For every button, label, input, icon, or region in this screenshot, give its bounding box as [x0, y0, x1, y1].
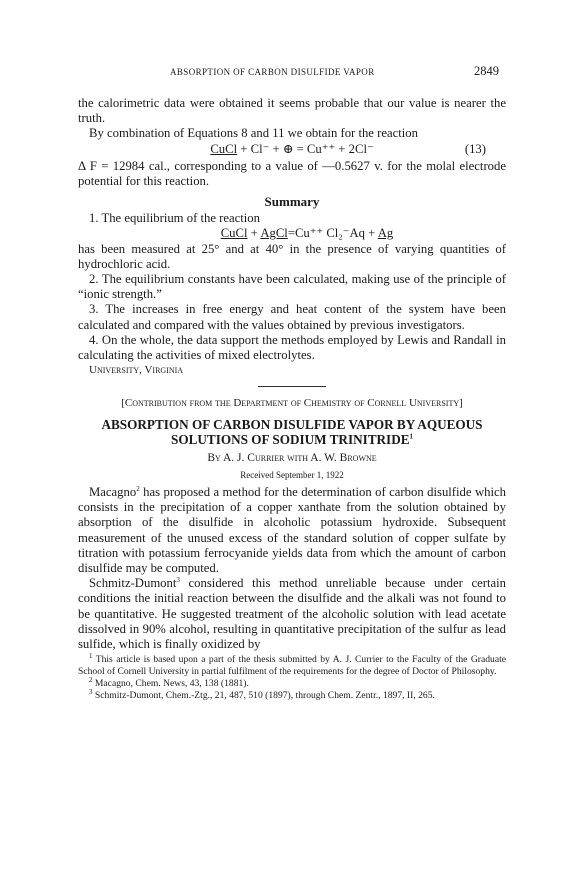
equation-cucl: CuCl: [210, 141, 238, 156]
article-title-text: ABSORPTION OF CARBON DISULFIDE VAPOR BY AQUEOUS SOLUTIONS OF SODIUM TRINITRIDE: [101, 416, 483, 448]
contribution-line: [Contribution from the Department of Chemistry of Cornell University]: [121, 397, 463, 410]
footnote-2-text: Macagno, Chem. News, 43, 138 (1881).: [92, 678, 249, 690]
summary-eq-ag: Ag: [377, 226, 394, 241]
footnote-2-mark: 2: [89, 676, 93, 685]
footnotes: [78, 654, 506, 702]
summary-item-1-rest: has been measured at 25° and at 40° in the presence of varying quantities of hydrochloric acid.: [78, 241, 506, 271]
footnote-3: [78, 690, 506, 702]
body-p2-text: considered this method unreliable because under certain conditions the initial reaction between the disulfide and the alkali was not found to be quantitative. He suggested treatment of the alcoholic solution with lead acetate dissolved in 90% alcohol, resulting in quantitative precipitation of the sulfur as lead sulfide, which is finally oxidized by: [78, 576, 506, 652]
equation-13: [78, 142, 506, 159]
article-title: [78, 417, 506, 448]
section-divider: [258, 386, 326, 387]
intro-paragraph-3: Δ F = 12984 cal., corresponding to a value of —0.5627 v. for the molal electrode potential for this reaction.: [78, 158, 506, 188]
equation-rest: + Cl⁻ + ⊕ = Cu⁺⁺ + 2Cl⁻: [237, 141, 374, 156]
footnote-1-mark: 1: [89, 652, 93, 661]
summary-item-1-intro: 1. The equilibrium of the reaction: [89, 211, 260, 226]
body-paragraph-1: [78, 485, 506, 576]
body-p2-start: Schmitz-Dumont: [89, 576, 177, 591]
summary-equation: [78, 226, 506, 241]
summary-eq-cucl: CuCl: [220, 226, 248, 241]
body-paragraph-2: [78, 576, 506, 652]
body-p1-start: Macagno: [89, 485, 137, 500]
footnote-mark-2: 2: [136, 484, 140, 493]
summary-item-2: 2. The equilibrium constants have been calculated, making use of the principle of “ionic strength.”: [78, 272, 506, 302]
page-body: [78, 96, 506, 702]
summary-eq-agcl: AgCl: [260, 226, 288, 241]
footnote-1-text: This article is based upon a part of the thesis submitted by A. J. Currier to the Faculty of the Graduate School of Cornell University in partial fulfilment of the requirements for the degree of Doctor of Philosophy.: [78, 654, 506, 678]
intro-paragraph-2: By combination of Equations 8 and 11 we obtain for the reaction: [89, 126, 418, 141]
received-date: Received September 1, 1922: [240, 469, 344, 480]
summary-heading: Summary: [264, 194, 320, 210]
affiliation: University, Virginia: [89, 364, 184, 377]
page-header: [0, 64, 587, 80]
summary-eq-mid: =Cu⁺⁺ Cl₂⁻Aq +: [287, 226, 378, 241]
summary-eq-plus: +: [247, 226, 261, 241]
footnote-mark-3: 3: [176, 576, 180, 585]
intro-paragraph-1: the calorimetric data were obtained it seems probable that our value is nearer the truth.: [78, 96, 506, 126]
footnote-3-text: Schmitz-Dumont, Chem.-Ztg., 21, 487, 510 (1897), through Chem. Zentr., 1897, II, 265.: [92, 690, 435, 702]
footnote-2: [78, 678, 506, 690]
footnote-1: [78, 654, 506, 678]
body-p1-text: has proposed a method for the determination of carbon disulfide which consists in the precipitation of a copper xanthate from the solution obtained by absorption of the disulfide in alcoholic potassium hydroxide. Subsequent measurement of the unused excess of the standard solution of copper sulfate by titration with potassium ferrocyanide yields data from which the amount of carbon disulfide may be computed.: [78, 485, 506, 576]
summary-item-3: 3. The increases in free energy and heat content of the system have been calculated and compared with the values obtained by previous investigators.: [78, 302, 506, 332]
equation-number: (13): [464, 141, 486, 156]
title-footnote-mark: 1: [409, 432, 414, 441]
running-title: ABSORPTION OF CARBON DISULFIDE VAPOR: [170, 67, 375, 77]
byline: By A. J. Currier with A. W. Browne: [207, 451, 377, 464]
summary-item-4: 4. On the whole, the data support the methods employed by Lewis and Randall in calculating the activities of mixed electrolytes.: [78, 332, 506, 363]
page-number: 2849: [474, 64, 499, 78]
footnote-3-mark: 3: [89, 688, 93, 697]
